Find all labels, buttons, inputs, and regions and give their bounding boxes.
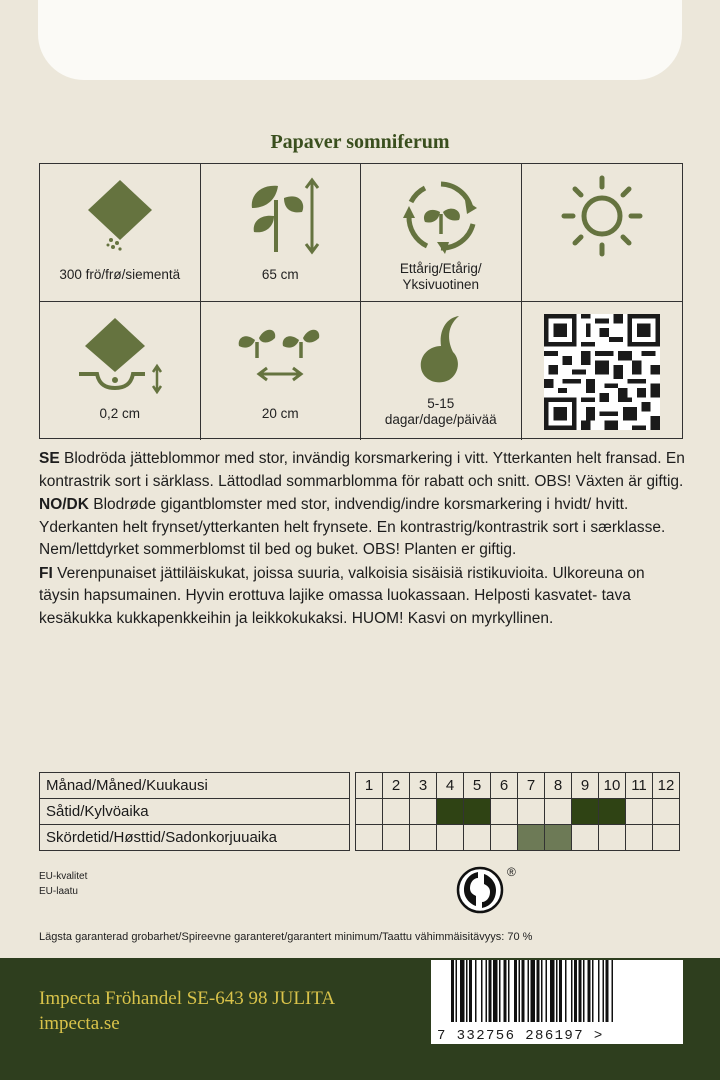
month-1: 1 bbox=[356, 773, 383, 799]
barcode-bar bbox=[546, 960, 548, 1022]
sowing-time-row bbox=[40, 799, 680, 825]
germination-icon bbox=[361, 310, 521, 390]
eu-quality-sv: EU-kvalitet bbox=[39, 871, 88, 882]
calendar-cell bbox=[383, 799, 410, 825]
calendar-cell bbox=[518, 825, 545, 851]
barcode-bar bbox=[606, 960, 609, 1022]
sowing-calendar bbox=[39, 772, 680, 851]
calendar-cell bbox=[599, 799, 626, 825]
description-block bbox=[39, 448, 689, 631]
month-8: 8 bbox=[545, 773, 572, 799]
barcode-bar bbox=[489, 960, 492, 1022]
registered-mark: ® bbox=[507, 865, 516, 879]
barcode-bar bbox=[537, 960, 540, 1022]
spacing-label: 20 cm bbox=[261, 406, 299, 421]
barcode-bar bbox=[486, 960, 488, 1022]
lifecycle-cell bbox=[361, 164, 522, 302]
barcode-bar bbox=[574, 960, 577, 1022]
barcode-bar bbox=[460, 960, 465, 1022]
barcode-bar bbox=[579, 960, 582, 1022]
plant-height-icon bbox=[201, 176, 361, 256]
sun-cell bbox=[522, 164, 683, 302]
barcode-bar bbox=[481, 960, 483, 1022]
barcode-bar bbox=[592, 960, 594, 1022]
spacing-cell bbox=[201, 302, 362, 440]
month-11: 11 bbox=[626, 773, 653, 799]
barcode-bar bbox=[499, 960, 501, 1022]
website-link[interactable]: impecta.se bbox=[39, 1013, 120, 1034]
germination-label: 5-15 dagar/dage/päivää bbox=[384, 396, 497, 427]
barcode-bar bbox=[514, 960, 517, 1022]
calendar-cell bbox=[464, 799, 491, 825]
seeds-cell bbox=[40, 164, 201, 302]
description-no-dk: NO/DK Blodrøde gigantblomster med stor, indvendig/indre korsmarkering i hvidt/ hvitt. Yderkanten helt frynset/ytterkanten helt frynsete. En kontrastrig/kontrastrik sort i særklasse. Nem/lettdyrket sommerblomst til bed og buket. OBS! Planten er giftig. bbox=[39, 496, 666, 558]
description-se: SE Blodröda jätteblommor med stor, invändig korsmarkering i vitt. Ytterkanten helt fransad. En kontrastrik sort i särklass. Lättodlad sommarblomma för rabatt och snitt. OBS! Växten är giftig. bbox=[39, 450, 685, 490]
page-title: Papaver somniferum bbox=[270, 131, 450, 153]
month-10: 10 bbox=[599, 773, 626, 799]
barcode-bars bbox=[451, 960, 663, 1022]
calendar-cell bbox=[410, 799, 437, 825]
calendar-cell bbox=[626, 799, 653, 825]
barcode-bar bbox=[556, 960, 558, 1022]
description-fi: FI Verenpunaiset jättiläiskukat, joissa suuria, valkoisia sisäisiä ristikuvioita. Ulkoreuna on täysin hapsumainen. Hyvin erottuva lajike omassa luokassaan. Helposti kasvatet- tava kesäkukka kukkapenkkeihin ja leikkokukaksi. HUOM! Kasvi on myrkyllinen. bbox=[39, 564, 645, 627]
calendar-cell bbox=[383, 825, 410, 851]
height-cell bbox=[201, 164, 362, 302]
barcode-bar bbox=[588, 960, 591, 1022]
sun-icon bbox=[522, 176, 683, 256]
green-dot-recycle-icon bbox=[456, 866, 504, 919]
depth-cell bbox=[40, 302, 201, 440]
germination-cell bbox=[361, 302, 522, 440]
info-grid bbox=[39, 163, 683, 439]
barcode-bar bbox=[528, 960, 530, 1022]
height-label: 65 cm bbox=[261, 267, 299, 282]
barcode-bar bbox=[603, 960, 605, 1022]
plant-spacing-icon bbox=[201, 314, 361, 394]
calendar-cell bbox=[626, 825, 653, 851]
barcode-digits: 7 332756 286197 > bbox=[437, 1028, 604, 1044]
calendar-cell bbox=[356, 825, 383, 851]
calendar-cell bbox=[653, 825, 680, 851]
eu-quality bbox=[39, 869, 87, 899]
calendar-header: Månad/Måned/Kuukausi bbox=[40, 773, 350, 799]
barcode-bar bbox=[550, 960, 555, 1022]
barcode-bar bbox=[571, 960, 573, 1022]
month-3: 3 bbox=[410, 773, 437, 799]
barcode-bar bbox=[469, 960, 472, 1022]
harvest-time-label: Skördetid/Høsttid/Sadonkorjuuaika bbox=[40, 825, 350, 851]
harvest-time-row bbox=[40, 825, 680, 851]
company-address: Impecta Fröhandel SE-643 98 JULITA bbox=[39, 988, 336, 1009]
month-9: 9 bbox=[572, 773, 599, 799]
calendar-cell bbox=[572, 825, 599, 851]
month-12: 12 bbox=[653, 773, 680, 799]
month-7: 7 bbox=[518, 773, 545, 799]
month-6: 6 bbox=[491, 773, 518, 799]
eu-quality-fi: EU-laatu bbox=[39, 886, 78, 897]
sowing-depth-icon bbox=[40, 314, 200, 394]
barcode-bar bbox=[541, 960, 543, 1022]
barcode-bar bbox=[493, 960, 498, 1022]
calendar-cell bbox=[437, 799, 464, 825]
barcode-bar bbox=[504, 960, 507, 1022]
barcode-bar bbox=[559, 960, 562, 1022]
germination-note: Lägsta garanterad grobarhet/Spireevne garanteret/garantert minimum/Taattu vähimmäisitävyys: 70 % bbox=[39, 931, 533, 943]
calendar-cell bbox=[437, 825, 464, 851]
annual-cycle-icon bbox=[361, 176, 521, 256]
barcode-bar bbox=[598, 960, 600, 1022]
month-4: 4 bbox=[437, 773, 464, 799]
calendar-cell bbox=[572, 799, 599, 825]
barcode-bar bbox=[565, 960, 567, 1022]
calendar-cell bbox=[356, 799, 383, 825]
barcode-bar bbox=[508, 960, 510, 1022]
calendar-cell bbox=[545, 799, 572, 825]
barcode bbox=[431, 960, 683, 1044]
barcode-bar bbox=[451, 960, 454, 1022]
hang-tab bbox=[38, 0, 682, 80]
calendar-cell bbox=[518, 799, 545, 825]
calendar-cell bbox=[491, 799, 518, 825]
sowing-time-label: Såtid/Kylvöaika bbox=[40, 799, 350, 825]
calendar-cell bbox=[653, 799, 680, 825]
calendar-cell bbox=[599, 825, 626, 851]
barcode-bar bbox=[456, 960, 458, 1022]
calendar-cell bbox=[545, 825, 572, 851]
seed-packet-icon bbox=[40, 176, 200, 256]
month-5: 5 bbox=[464, 773, 491, 799]
barcode-bar bbox=[522, 960, 525, 1022]
footer-address bbox=[39, 986, 335, 1036]
qr-cell bbox=[522, 302, 683, 440]
seeds-label: 300 frö/frø/siementä bbox=[59, 267, 181, 282]
calendar-cell bbox=[491, 825, 518, 851]
barcode-bar bbox=[475, 960, 477, 1022]
barcode-bar bbox=[519, 960, 521, 1022]
barcode-bar bbox=[612, 960, 614, 1022]
lifecycle-label: Ettårig/Etårig/ Yksivuotinen bbox=[399, 261, 482, 292]
barcode-bar bbox=[531, 960, 536, 1022]
calendar-cell bbox=[464, 825, 491, 851]
barcode-bar bbox=[583, 960, 585, 1022]
calendar-header-row bbox=[40, 773, 680, 799]
depth-label: 0,2 cm bbox=[99, 406, 140, 421]
calendar-cell bbox=[410, 825, 437, 851]
barcode-bar bbox=[466, 960, 468, 1022]
month-2: 2 bbox=[383, 773, 410, 799]
qr-code-icon[interactable] bbox=[542, 314, 662, 430]
